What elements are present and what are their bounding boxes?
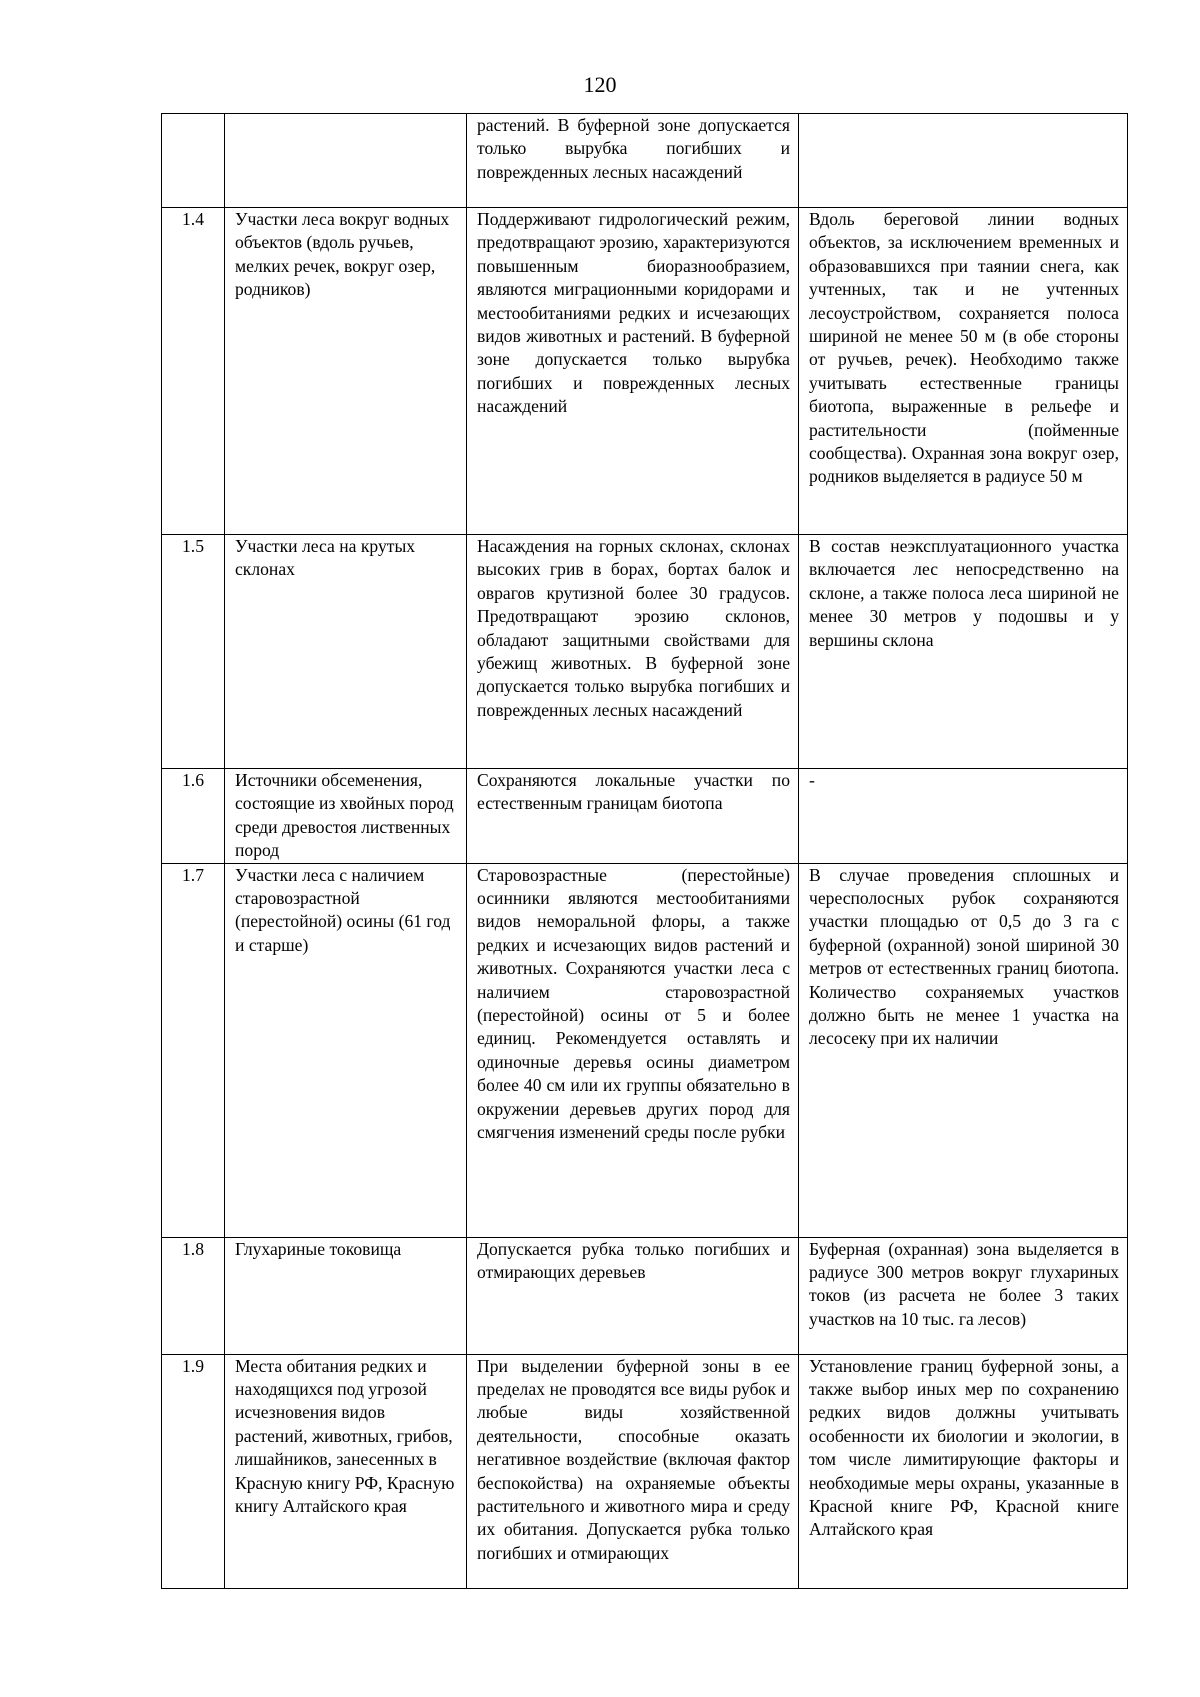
description-cell: растений. В буферной зоне допускается только вырубка погибших и поврежденных лесных насаждений xyxy=(467,114,799,208)
habitat-name-cell: Места обитания редких и находящихся под угрозой исчезновения видов растений, животных, грибов, лишайников, занесенных в Красную книгу РФ, Красную книгу Алтайского края xyxy=(225,1354,467,1588)
measures-table xyxy=(161,113,1128,1589)
measures-cell: Вдоль береговой линии водных объектов, за исключением временных и образовавшихся при таянии снега, как учтенных, так и не учтенных лесоустройством, сохраняется полоса шириной не менее 50 м (в обе стороны от ручьев, речек). Необходимо также учитывать естественные границы биотопа, выраженные в рельефе и растительности (пойменные сообщества). Охранная зона вокруг озер, родников выделяется в радиусе 50 м xyxy=(799,208,1128,535)
table-row xyxy=(162,535,1128,769)
measures-cell: - xyxy=(799,769,1128,864)
measures-cell: Буферная (охранная) зона выделяется в радиусе 300 метров вокруг глухариных токов (из расчета не более 3 таких участков на 10 тыс. га лесов) xyxy=(799,1237,1128,1354)
page-number: 120 xyxy=(583,72,617,97)
measures-cell xyxy=(799,114,1128,208)
habitat-name-cell: Участки леса на крутых склонах xyxy=(225,535,467,769)
table-row xyxy=(162,208,1128,535)
row-number-cell: 1.4 xyxy=(162,208,225,535)
table-row xyxy=(162,1354,1128,1588)
table-row xyxy=(162,769,1128,864)
row-number-cell: 1.7 xyxy=(162,863,225,1237)
row-number-cell: 1.6 xyxy=(162,769,225,864)
description-cell: Сохраняются локальные участки по естественным границам биотопа xyxy=(467,769,799,864)
table-row-continuation xyxy=(162,114,1128,208)
row-number-cell xyxy=(162,114,225,208)
row-number-cell: 1.5 xyxy=(162,535,225,769)
table-row xyxy=(162,1237,1128,1354)
habitat-name-cell: Участки леса вокруг водных объектов (вдоль ручьев, мелких речек, вокруг озер, родников) xyxy=(225,208,467,535)
measures-cell: В состав неэксплуатационного участка включается лес непосредственно на склоне, а также полоса леса шириной не менее 30 метров у подошвы и у вершины склона xyxy=(799,535,1128,769)
habitat-name-cell: Глухариные токовища xyxy=(225,1237,467,1354)
habitat-name-cell xyxy=(225,114,467,208)
habitat-name-cell: Участки леса с наличием старовозрастной (перестойной) осины (61 год и старше) xyxy=(225,863,467,1237)
description-cell: Старовозрастные (перестойные) осинники являются местообитаниями видов неморальной флоры, а также редких и исчезающих видов растений и животных. Сохраняются участки леса с наличием старовозрастной (перестойной) осины от 5 и более единиц. Рекомендуется оставлять и одиночные деревья осины диаметром более 40 см или их группы обязательно в окружении деревьев других пород для смягчения изменений среды после рубки xyxy=(467,863,799,1237)
description-cell: Поддерживают гидрологический режим, предотвращают эрозию, характеризуются повышенным биоразнообразием, являются миграционными коридорами и местообитаниями редких и исчезающих видов животных и растений. В буферной зоне допускается только вырубка погибших и поврежденных лесных насаждений xyxy=(467,208,799,535)
description-cell: При выделении буферной зоны в ее пределах не проводятся все виды рубок и любые виды хозяйственной деятельности, способные оказать негативное воздействие (включая фактор беспокойства) на охраняемые объекты растительного и животного мира и среду их обитания. Допускается рубка только погибших и отмирающих xyxy=(467,1354,799,1588)
row-number-cell: 1.9 xyxy=(162,1354,225,1588)
habitat-name-cell: Источники обсеменения, состоящие из хвойных пород среди древостоя лиственных пород xyxy=(225,769,467,864)
row-number-cell: 1.8 xyxy=(162,1237,225,1354)
table-row xyxy=(162,863,1128,1237)
description-cell: Насаждения на горных склонах, склонах высоких грив в борах, бортах балок и оврагов крутизной более 30 градусов. Предотвращают эрозию склонов, обладают защитными свойствами для убежищ животных. В буферной зоне допускается только вырубка погибших и поврежденных лесных насаждений xyxy=(467,535,799,769)
measures-cell: Установление границ буферной зоны, а также выбор иных мер по сохранению редких видов должны учитывать особенности их биологии и экологии, в том числе лимитирующие факторы и необходимые меры охраны, указанные в Красной книге РФ, Красной книге Алтайского края xyxy=(799,1354,1128,1588)
description-cell: Допускается рубка только погибших и отмирающих деревьев xyxy=(467,1237,799,1354)
measures-cell: В случае проведения сплошных и чересполосных рубок сохраняются участки площадью от 0,5 до 3 га с буферной (охранной) зоной шириной 30 метров от естественных границ биотопа. Количество сохраняемых участков должно быть не менее 1 участка на лесосеку при их наличии xyxy=(799,863,1128,1237)
